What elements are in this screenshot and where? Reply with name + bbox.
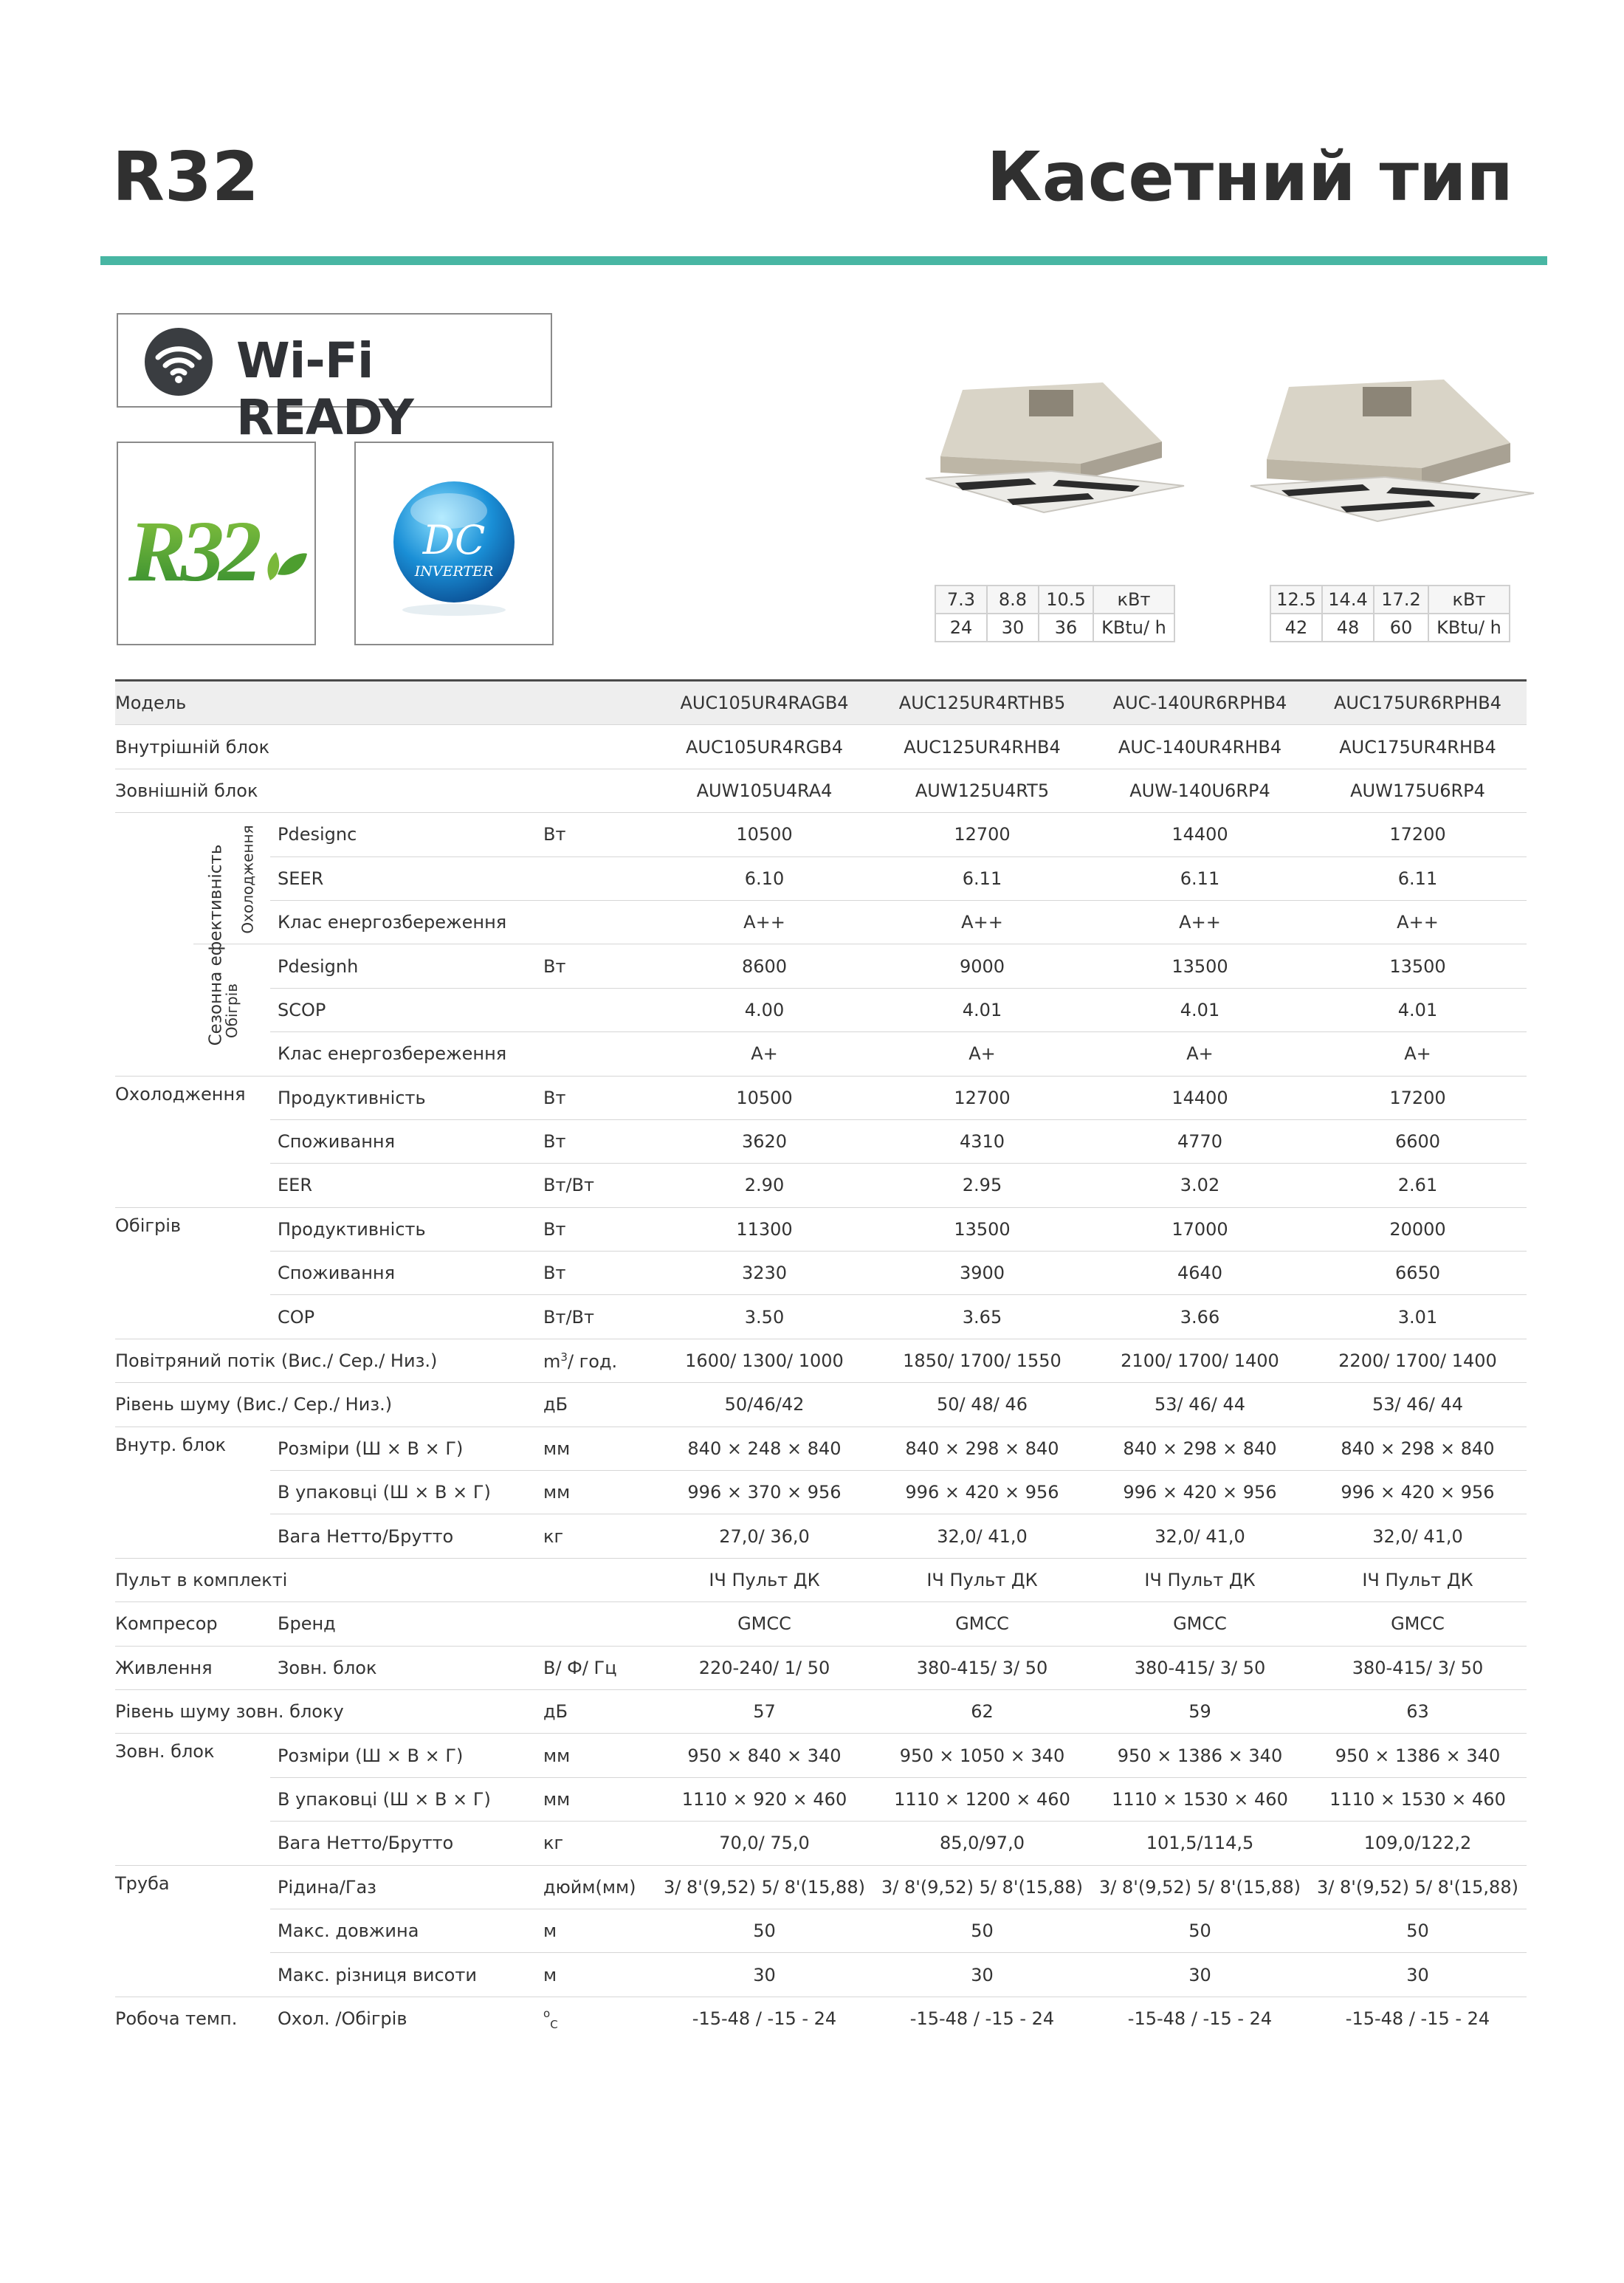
capacity-kbtu-row (1270, 614, 1510, 642)
value-cell: 17200 (1309, 1076, 1527, 1119)
unit-cell: Вт (543, 1119, 656, 1163)
value-cell: 6.11 (1091, 856, 1309, 900)
param-name: COP (270, 1295, 543, 1339)
seasonal-label: Сезонна ефективність (206, 844, 226, 1046)
seasonal-sub-cell (193, 813, 270, 944)
unit-text: / год. (567, 1350, 618, 1372)
cap-value: 30 (987, 614, 1039, 642)
indoor-model-row (115, 725, 1527, 769)
value-cell: 220-240/ 1/ 50 (656, 1646, 873, 1689)
param-name: Продуктивність (270, 1076, 543, 1119)
unit-cell: кг (543, 1822, 656, 1865)
value-cell: ІЧ Пульт ДК (1309, 1558, 1527, 1601)
capacity-kw-row (1270, 586, 1510, 614)
row-label: Пульт в комплекті (115, 1558, 543, 1601)
value-cell: 6.11 (873, 856, 1091, 900)
value-cell: 62 (873, 1689, 1091, 1733)
value-cell: 3/ 8'(9,52) 5/ 8'(15,88) (873, 1865, 1091, 1909)
param-name: SEER (270, 856, 543, 900)
cap-value: 48 (1322, 614, 1374, 642)
value-cell: -15-48 / -15 - 24 (1127, 2008, 1273, 2029)
value-cell: 109,0/122,2 (1309, 1822, 1527, 1865)
pipe-row (115, 1953, 1527, 1997)
param-name: EER (270, 1164, 543, 1207)
value-cell: 950 × 840 × 340 (656, 1734, 873, 1777)
value-cell: 10500 (656, 1076, 873, 1119)
type-title: Касетний тип (986, 137, 1513, 216)
unit-cell: Вт (543, 1207, 656, 1251)
unit-cell: дюйм(мм) (543, 1865, 656, 1909)
seasonal-sub-label: Охолодження (238, 825, 257, 934)
value-cell: 380-415/ 3/ 50 (1309, 1646, 1527, 1689)
value-cell: 27,0/ 36,0 (656, 1514, 873, 1558)
cooling-row (115, 1119, 1527, 1163)
unit-cell (543, 1032, 656, 1076)
heating-row (115, 1295, 1527, 1339)
value-cell: 4310 (873, 1119, 1091, 1163)
value-cell: 2100/ 1700/ 1400 (1091, 1339, 1309, 1382)
value-cell: 996 × 420 × 956 (873, 1471, 1091, 1514)
param-name: Розміри (Ш × В × Г) (270, 1734, 543, 1777)
cassette-unit-image-2 (1245, 375, 1540, 530)
unit-cell: кг (543, 1514, 656, 1558)
value-cell: 30 (1091, 1953, 1309, 1997)
value-cell: A++ (656, 900, 873, 944)
heating-row (115, 1252, 1527, 1295)
unit-cell: мм (543, 1427, 656, 1470)
seasonal-row (115, 900, 1527, 944)
param-name: Вага Нетто/Брутто (270, 1822, 543, 1865)
value-cell: 840 × 298 × 840 (873, 1427, 1091, 1470)
param-name: Бренд (270, 1602, 543, 1646)
value-cell: AUC105UR4RGB4 (656, 725, 873, 769)
value-cell: 53/ 46/ 44 (1091, 1383, 1309, 1427)
value-cell: 2.95 (873, 1164, 1091, 1207)
noise-row (115, 1383, 1527, 1427)
cap-unit: KBtu/ h (1093, 614, 1174, 642)
seasonal-sub-cell (193, 944, 270, 1076)
value-cell: 11300 (656, 1207, 873, 1251)
value-cell: 13500 (1309, 944, 1527, 988)
value-cell: 3/ 8'(9,52) 5/ 8'(15,88) (656, 1865, 873, 1909)
unit-cell: мм (543, 1734, 656, 1777)
power-row (115, 1646, 1527, 1689)
pipe-row (115, 1909, 1527, 1952)
cap-value: 24 (935, 614, 987, 642)
value-cell: 1110 × 920 × 460 (656, 1777, 873, 1821)
row-label: Внутрішній блок (115, 725, 543, 769)
value-cell: AUC-140UR6RPHB4 (1091, 681, 1309, 725)
cap-value: 12.5 (1270, 586, 1322, 614)
value-cell: A+ (1309, 1032, 1527, 1076)
unit-cell: мм (543, 1777, 656, 1821)
value-cell: 9000 (873, 944, 1091, 988)
unit-cell (543, 1339, 656, 1382)
param-name: Клас енергозбереження (270, 1032, 543, 1076)
value-cell: 30 (656, 1953, 873, 1997)
indoor-unit-row (115, 1471, 1527, 1514)
value-cell: 6.11 (1309, 856, 1527, 900)
airflow-row (115, 1339, 1527, 1382)
value-cell: 996 × 420 × 956 (1309, 1471, 1527, 1514)
wifi-ready-badge (117, 313, 552, 446)
value-cell: A+ (1091, 1032, 1309, 1076)
value-cell: 3.66 (1091, 1295, 1309, 1339)
param-name: Макс. довжина (270, 1909, 543, 1952)
heating-row (115, 1207, 1527, 1251)
seasonal-row (115, 856, 1527, 900)
unit-cell: Вт (543, 1252, 656, 1295)
value-cell: 50 (656, 1909, 873, 1952)
cap-unit: кВт (1093, 586, 1174, 614)
seasonal-row (115, 944, 1527, 988)
r32-logo-text: R32 (128, 503, 256, 600)
value-cell: 1600/ 1300/ 1000 (656, 1339, 873, 1382)
cap-value: 42 (1270, 614, 1322, 642)
value-cell: 12700 (873, 813, 1091, 856)
r32-logo-box (117, 442, 316, 645)
param-name: Рідина/Газ (270, 1865, 543, 1909)
value-cell: 10500 (656, 813, 873, 856)
param-name: Зовн. блок (270, 1646, 543, 1689)
param-name: Споживання (270, 1119, 543, 1163)
unit-cell: дБ (543, 1383, 656, 1427)
seasonal-row (115, 1032, 1527, 1076)
value-cell: 840 × 248 × 840 (656, 1427, 873, 1470)
value-cell: 12700 (873, 1076, 1091, 1119)
value-cell: A+ (656, 1032, 873, 1076)
cap-value: 36 (1039, 614, 1093, 642)
group-label: Охолодження (115, 1076, 270, 1207)
unit-cell: Вт/Вт (543, 1164, 656, 1207)
inverter-logo-text: INVERTER (414, 563, 494, 580)
value-cell: AUW105U4RA4 (656, 769, 873, 812)
value-cell: 3.65 (873, 1295, 1091, 1339)
value-cell: 6.10 (656, 856, 873, 900)
unit-cell: Вт (543, 813, 656, 856)
value-cell: 57 (656, 1689, 873, 1733)
value-cell: 1850/ 1700/ 1550 (873, 1339, 1091, 1382)
value-cell: 85,0/97,0 (873, 1822, 1091, 1865)
value-cell: 3.02 (1091, 1164, 1309, 1207)
outdoor-unit-row (115, 1777, 1527, 1821)
unit-cell (543, 988, 656, 1031)
param-name: Макс. різниця висоти (270, 1953, 543, 1997)
group-label: Робоча темп. (115, 2008, 238, 2029)
header-divider (100, 256, 1547, 265)
value-cell: 63 (1309, 1689, 1527, 1733)
value-cell: GMCC (873, 1602, 1091, 1646)
value-cell: 3620 (656, 1119, 873, 1163)
value-cell: AUC-140UR4RHB4 (1091, 725, 1309, 769)
value-cell: 1110 × 1530 × 460 (1309, 1777, 1527, 1821)
value-cell: AUC175UR6RPHB4 (1309, 681, 1527, 725)
value-cell: 14400 (1091, 813, 1309, 856)
capacity-table-2 (1270, 585, 1510, 642)
group-label: Компресор (115, 1602, 270, 1646)
value-cell: 50/ 48/ 46 (873, 1383, 1091, 1427)
leaf-icon (278, 553, 307, 574)
unit-cell (543, 769, 656, 812)
wifi-icon (145, 328, 213, 396)
value-cell: A++ (1309, 900, 1527, 944)
unit-cell: м (543, 1909, 656, 1952)
row-label: Зовнішній блок (115, 769, 543, 812)
value-cell: 3.50 (656, 1295, 873, 1339)
unit-cell (543, 681, 656, 725)
unit-superscript: 3 (560, 1350, 568, 1364)
seasonal-label-cell (115, 813, 226, 1076)
value-cell: 840 × 298 × 840 (1309, 1427, 1527, 1470)
value-cell: -15-48 / -15 - 24 (692, 2008, 837, 2029)
value-cell: 3900 (873, 1252, 1091, 1295)
value-cell: 950 × 1386 × 340 (1309, 1734, 1527, 1777)
value-cell: 59 (1091, 1689, 1309, 1733)
unit-cell: м (543, 1953, 656, 1997)
param-name: Pdesignh (270, 944, 543, 988)
value-cell: AUW125U4RT5 (873, 769, 1091, 812)
value-cell: 32,0/ 41,0 (1091, 1514, 1309, 1558)
param-name: Вага Нетто/Брутто (270, 1514, 543, 1558)
unit-cell (543, 856, 656, 900)
value-cell: 2.90 (656, 1164, 873, 1207)
outdoor-model-row (115, 769, 1527, 812)
wifi-ready-text: Wi-Fi READY (236, 332, 413, 446)
row-label: Рівень шуму (Вис./ Сер./ Низ.) (115, 1383, 543, 1427)
value-cell: 6600 (1309, 1119, 1527, 1163)
row-label: Повітряний потік (Вис./ Сер./ Низ.) (115, 1339, 543, 1382)
value-cell: 996 × 370 × 956 (656, 1471, 873, 1514)
value-cell: 3.01 (1309, 1295, 1527, 1339)
value-cell: 32,0/ 41,0 (1309, 1514, 1527, 1558)
unit-cell (543, 1997, 656, 2040)
group-label: Обігрів (115, 1207, 270, 1339)
temp-row (115, 1997, 1527, 2040)
value-cell: ІЧ Пульт ДК (873, 1558, 1091, 1601)
param-name: Споживання (270, 1252, 543, 1295)
value-cell: GMCC (656, 1602, 873, 1646)
model-row (115, 681, 1527, 725)
value-cell: 50 (1309, 1909, 1527, 1952)
value-cell: 70,0/ 75,0 (656, 1822, 873, 1865)
pipe-row (115, 1865, 1527, 1909)
value-cell: 380-415/ 3/ 50 (873, 1646, 1091, 1689)
value-cell: 14400 (1091, 1076, 1309, 1119)
value-cell: 2.61 (1309, 1164, 1527, 1207)
group-label: Внутр. блок (115, 1427, 270, 1558)
value-cell: 50 (1091, 1909, 1309, 1952)
cap-value: 8.8 (987, 586, 1039, 614)
value-cell: 8600 (656, 944, 873, 988)
value-cell: GMCC (1309, 1602, 1527, 1646)
value-cell: AUW175U6RP4 (1309, 769, 1527, 812)
cap-value: 60 (1374, 614, 1428, 642)
value-cell: 30 (873, 1953, 1091, 1997)
value-cell: AUC175UR4RHB4 (1309, 725, 1527, 769)
cooling-row (115, 1076, 1527, 1119)
value-cell: 13500 (873, 1207, 1091, 1251)
series-title: R32 (112, 137, 259, 216)
unit-cell: дБ (543, 1689, 656, 1733)
unit-cell (543, 725, 656, 769)
cap-unit: кВт (1428, 586, 1510, 614)
dc-inverter-logo-box (354, 442, 554, 645)
value-cell: 32,0/ 41,0 (873, 1514, 1091, 1558)
outdoor-unit-row (115, 1734, 1527, 1777)
value-cell: 4.01 (873, 988, 1091, 1031)
unit-cell: Вт (543, 1076, 656, 1119)
value-cell: 4770 (1091, 1119, 1309, 1163)
outdoor-unit-row (115, 1822, 1527, 1865)
value-cell: 30 (1309, 1953, 1527, 1997)
param-name: Охол. /Обігрів (278, 2008, 407, 2029)
unit-text: m (543, 1350, 561, 1372)
unit-cell (543, 1558, 656, 1601)
cap-value: 7.3 (935, 586, 987, 614)
value-cell: -15-48 / -15 - 24 (909, 2008, 1055, 2029)
param-name: Розміри (Ш × В × Г) (270, 1427, 543, 1470)
value-cell: 50 (873, 1909, 1091, 1952)
degree-sign: o (543, 2006, 551, 2020)
value-cell: 950 × 1386 × 340 (1091, 1734, 1309, 1777)
dc-logo-text: DC (422, 517, 486, 563)
value-cell: 3/ 8'(9,52) 5/ 8'(15,88) (1309, 1865, 1527, 1909)
cap-value: 14.4 (1322, 586, 1374, 614)
value-cell: AUC105UR4RAGB4 (656, 681, 873, 725)
unit-cell (543, 900, 656, 944)
celsius-sign: C (550, 2017, 558, 2031)
compressor-row (115, 1602, 1527, 1646)
param-name: SCOP (270, 988, 543, 1031)
value-cell: ІЧ Пульт ДК (656, 1558, 873, 1601)
dc-inverter-logo (356, 443, 552, 644)
value-cell: 50/46/42 (656, 1383, 873, 1427)
indoor-unit-row (115, 1427, 1527, 1470)
unit-cell: Вт (543, 944, 656, 988)
spec-table (115, 679, 1527, 2040)
seasonal-row (115, 988, 1527, 1031)
value-cell: 2200/ 1700/ 1400 (1309, 1339, 1527, 1382)
cap-value: 17.2 (1374, 586, 1428, 614)
seasonal-row (115, 813, 1527, 856)
r32-refrigerant-logo (118, 443, 314, 644)
value-cell: -15-48 / -15 - 24 (1345, 2008, 1490, 2029)
outdoor-noise-row (115, 1689, 1527, 1733)
value-cell: 6650 (1309, 1252, 1527, 1295)
value-cell: 13500 (1091, 944, 1309, 988)
value-cell: 4640 (1091, 1252, 1309, 1295)
value-cell: 840 × 298 × 840 (1091, 1427, 1309, 1470)
value-cell: GMCC (1091, 1602, 1309, 1646)
group-label: Зовн. блок (115, 1734, 270, 1865)
indoor-unit-row (115, 1514, 1527, 1558)
param-name: В упаковці (Ш × В × Г) (270, 1471, 543, 1514)
cooling-row (115, 1164, 1527, 1207)
unit-cell: мм (543, 1471, 656, 1514)
value-cell: ІЧ Пульт ДК (1091, 1558, 1309, 1601)
capacity-kbtu-row (935, 614, 1174, 642)
value-cell: 3/ 8'(9,52) 5/ 8'(15,88) (1091, 1865, 1309, 1909)
value-cell: AUW-140U6RP4 (1091, 769, 1309, 812)
value-cell: 4.01 (1091, 988, 1309, 1031)
value-cell: 4.00 (656, 988, 873, 1031)
value-cell: 950 × 1050 × 340 (873, 1734, 1091, 1777)
row-label: Модель (115, 681, 543, 725)
value-cell: 1110 × 1200 × 460 (873, 1777, 1091, 1821)
value-cell: 17200 (1309, 813, 1527, 856)
value-cell: 4.01 (1309, 988, 1527, 1031)
value-cell: A+ (873, 1032, 1091, 1076)
param-name: Клас енергозбереження (270, 900, 543, 944)
value-cell: AUC125UR4RTHB5 (873, 681, 1091, 725)
value-cell: 17000 (1091, 1207, 1309, 1251)
value-cell: 20000 (1309, 1207, 1527, 1251)
value-cell: A++ (1091, 900, 1309, 944)
row-label: Рівень шуму зовн. блоку (115, 1689, 543, 1733)
capacity-kw-row (935, 586, 1174, 614)
unit-cell (543, 1602, 656, 1646)
value-cell: 996 × 420 × 956 (1091, 1471, 1309, 1514)
cassette-unit-image-1 (918, 375, 1191, 523)
cap-unit: KBtu/ h (1428, 614, 1510, 642)
value-cell: 53/ 46/ 44 (1309, 1383, 1527, 1427)
cap-value: 10.5 (1039, 586, 1093, 614)
group-label: Живлення (115, 1646, 270, 1689)
value-cell: 1110 × 1530 × 460 (1091, 1777, 1309, 1821)
value-cell: 3230 (656, 1252, 873, 1295)
param-name: В упаковці (Ш × В × Г) (270, 1777, 543, 1821)
unit-cell: В/ Ф/ Гц (543, 1646, 656, 1689)
value-cell: 101,5/114,5 (1091, 1822, 1309, 1865)
value-cell: 380-415/ 3/ 50 (1091, 1646, 1309, 1689)
remote-row (115, 1558, 1527, 1601)
param-name: Продуктивність (270, 1207, 543, 1251)
value-cell: AUC125UR4RHB4 (873, 725, 1091, 769)
capacity-table-1 (935, 585, 1175, 642)
group-label: Труба (115, 1865, 270, 1997)
seasonal-sub-label: Обігрів (223, 983, 241, 1039)
unit-cell: Вт/Вт (543, 1295, 656, 1339)
param-name: Pdesignc (270, 813, 543, 856)
value-cell: A++ (873, 900, 1091, 944)
